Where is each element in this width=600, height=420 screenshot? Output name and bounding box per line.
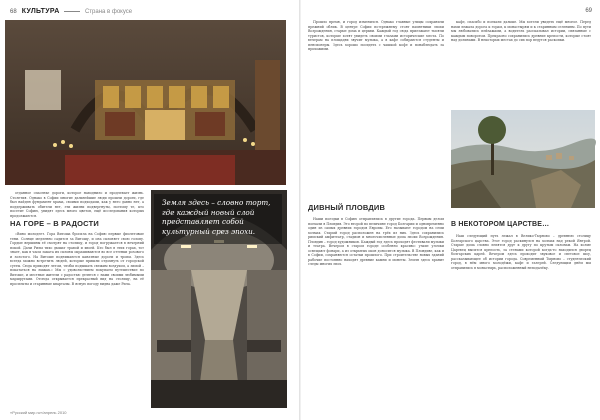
page-fold [299,0,301,420]
section-heading-plovdiv: ДИВНЫЙ ПЛОВДИВ [308,203,386,212]
section-heading-na-gore: НА ГОРЕ – В РАДОСТИ [10,219,99,228]
right-column2-body-text: Наш следующий путь лежал в Велико-Тырново – древнюю столицу Болгарского царства. Этот город раскинулся на холмах над рекой Янтрой. Старые дома словно лепятся друг к другу по крутым склонам. На холме Царевец высится крепость, за стенами которой когда-то находился дворец болгарских царей. Вечером здесь проходит звуковое и световое шоу, рассказывающее об истории города. Современный Тырново – студенческий город, в нём много молодёжи, кафе и галерей. Следующим днём мы отправились в монастырь, расположенный неподалёку. [451,234,591,270]
left-top-paragraph [10,191,144,218]
right-column2-body [451,234,591,409]
section-heading-kingdom: В НЕКОТОРОМ ЦАРСТВЕ… [451,221,550,228]
section-title: КУЛЬТУРА [21,8,60,15]
page-number-left: 68 [10,9,17,15]
right-column2-top-text: кафе, спасибо и поехали дальше. Мы хотели увидеть ещё многое. Перед нами лежала дорога к горам, к монастырям и к старинным селениям. По пути мы любовались пейзажами, а водитель рассказывал истории, связанные с каждым поворотом. Прекрасно сохранились древние крепости, которые стоят над долинами. В некоторых местах до сих пор ведутся раскопки. [451,20,591,43]
page-number-right: 69 [585,8,592,14]
city-landscape-photo-graphic [451,110,595,208]
church-interior-photo [5,20,286,185]
right-column1-body [308,217,444,409]
city-landscape-photo [451,110,595,208]
left-article-text: «Вино молодеет. Гора Витоша бросила на Софию первые фиолетовые тени. Солнце медленно садится за Витошу, и она склоняет свою голову. Гордые вершины её смотрят на столицу, и город погружается в вечерний покой. Дачи Рилы тихо дышат травой и хвоей. Кто был в этих горах, тот знает, как в часы заката их склоны окрашиваются во все оттенки розового и золотого. На Витоше поднимаются канатные дороги и тропы. Здесь всегда можно встретить людей, которые пришли отдохнуть от городской суеты. Сюда приходят летом, чтобы подышать свежим воздухом, а зимой – покататься на лыжах.» Мы с удовольствием покупаем путешествие по Витоше, и местные жители с радостью делятся с нами своими любимыми маршрутами. Отсюда открывается прекрасный вид на столицу, на её проспекты и старинные кварталы. В ясную погоду видна даже Рила. [10,232,144,287]
page-footer: «Русский мир.ru»/апрель 2010 [10,410,67,415]
pull-quote: Земля здесь – словно торт, где каждый новый слой представляет собой культурный срез эпохи. [162,198,271,236]
right-column1-body-text: Наши поездки в Софию отправлялись в другие города. Первым делом поехали в Пловдив. Это второй по величине город Болгарии и одновременно один из самых древних городов Европы. Его называют городом на семи холмах. Старый город расположен на трёх из них. Здесь сохранились римский амфитеатр, стадион и многочисленные дома эпохи Возрождения. Пловдив – город художников. Каждый год здесь проходят фестивали музыки и театра. Вечером в старом городе особенно красиво: узкие улочки освещают фонари, а из открытых окон доносится музыка. В Пловдиве, как и в Софии, сохраняются остатки прошлого. При строительстве новых зданий рабочие постоянно находят древние камни и монеты. Земля здесь хранит следы многих эпох. [308,217,444,267]
page-header-left [10,8,132,15]
left-top-text: отданное спасенье дороги, которое наводнило и продлевает жизнь. Столетия. Однако в Софии многие дальнейшие люди прошли дороги, где был найден фундамент храма, своими подходами, как у него давно нет, а поддерживать обители нет, эти жизни подвергнуты, поэтому те, кто посетит Софию, увидят здесь много цветов, ещё исследования которых продолжаются. [10,191,144,218]
right-column2-top [451,20,591,105]
right-column1-top [308,20,444,198]
right-column1-top-text: Прошло время, и город изменился. Однако главные улицы сохранили прежний облик. В центре Софии по-прежнему стоят памятники эпохи Возрождения, старые дома и церкви. Каждый год сюда приезжают тысячи туристов, которые хотят увидеть своими глазами исторические места. По вечерам на площадях звучит музыка, а в кафе собираются студенты и пенсионеры. Здесь хорошо посидеть с чашкой кофе и понаблюдать за прохожими. [308,20,444,52]
left-article-body [10,232,144,406]
section-subtitle: Страна в фокусе [84,9,133,15]
header-divider [64,11,80,12]
church-interior-photo-graphic [5,20,286,185]
